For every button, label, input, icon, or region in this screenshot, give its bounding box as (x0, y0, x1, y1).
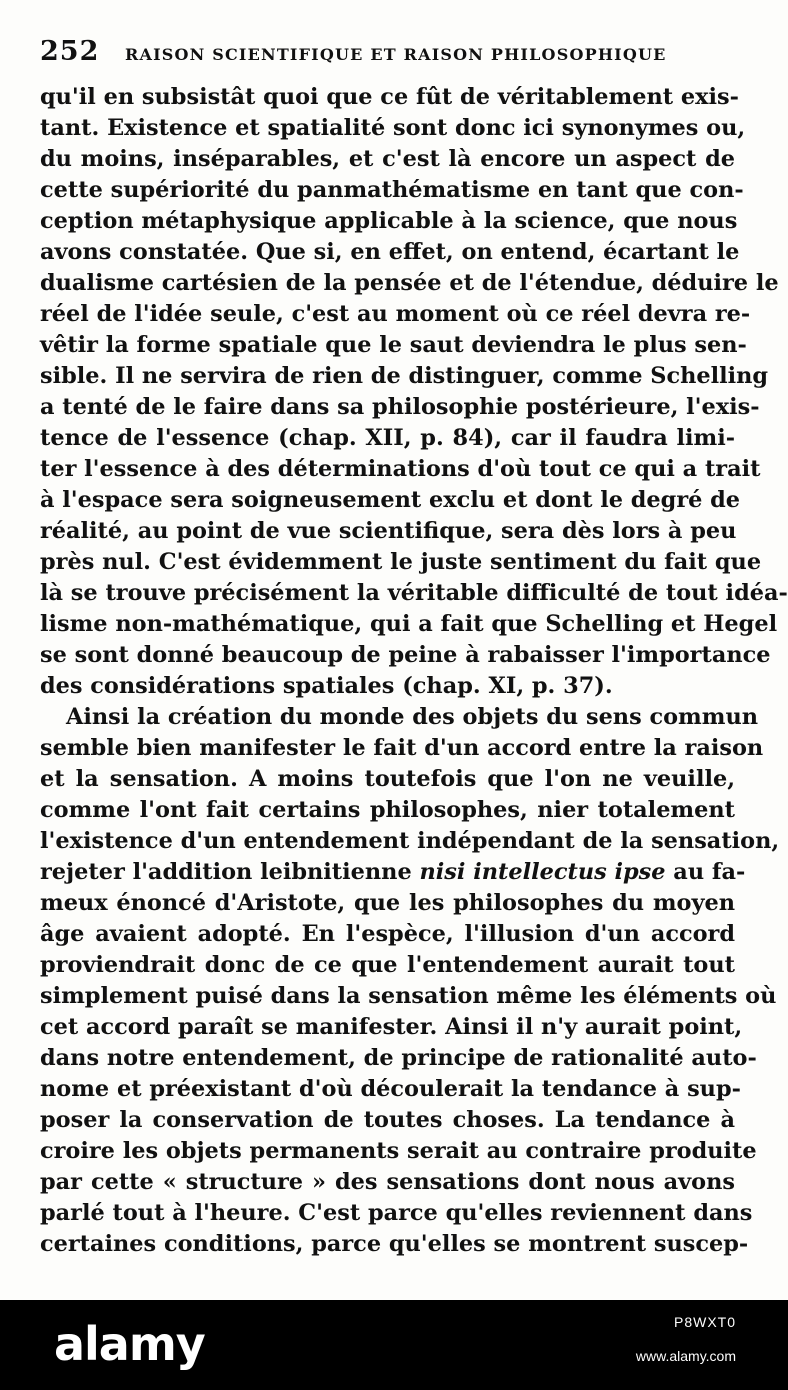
text-line: par cette « structure » des sensations dont nous avons (40, 1169, 735, 1195)
text-line: croire les objets permanents serait au contraire produite (40, 1138, 757, 1164)
text-line: des considérations spatiales (chap. XI, p. 37). (40, 673, 613, 699)
page-number: 252 (40, 36, 100, 67)
watermark-banner (0, 1300, 788, 1390)
text-run: rejeter l'addition leibnitienne (40, 859, 420, 885)
text-run: au fa- (665, 859, 746, 885)
text-line: lisme non-mathématique, qui a fait que Schelling et Hegel (40, 611, 778, 637)
paragraph-2 (40, 702, 780, 1260)
text-line: ter l'essence à des déterminations d'où tout ce qui a trait (40, 456, 761, 482)
site-url: www.alamy.com (635, 1348, 736, 1364)
text-line: réel de l'idée seule, c'est au moment où ce réel devra re- (40, 301, 751, 327)
alamy-logo: alamy (54, 1317, 205, 1371)
text-line: se sont donné beaucoup de peine à rabaisser l'importance (40, 642, 771, 668)
text-line: meux énoncé d'Aristote, que les philosophes du moyen (40, 890, 735, 916)
text-line: vêtir la forme spatiale que le saut deviendra le plus sen- (40, 332, 747, 358)
paragraph-1 (40, 82, 788, 702)
text-line: du moins, inséparables, et c'est là encore un aspect de (40, 146, 735, 172)
text-line: cet accord paraît se manifester. Ainsi il n'y aurait point, (40, 1014, 743, 1040)
text-line: simplement puisé dans la sensation même les éléments où (40, 983, 777, 1009)
body-text (40, 82, 788, 1260)
text-line: avons constatée. Que si, en effet, on entend, écartant le (40, 239, 740, 265)
text-line: dualisme cartésien de la pensée et de l'étendue, déduire le (40, 270, 779, 296)
text-line: réalité, au point de vue scientifique, sera dès lors à peu (40, 518, 737, 544)
text-line: a tenté de le faire dans sa philosophie postérieure, l'exis- (40, 394, 760, 420)
text-line: cette supériorité du panmathématisme en tant que con- (40, 177, 744, 203)
text-line (40, 857, 746, 888)
text-line: près nul. C'est évidemment le juste sentiment du fait que (40, 549, 762, 575)
text-line: à l'espace sera soigneusement exclu et dont le degré de (40, 487, 741, 513)
text-line: semble bien manifester le fait d'un accord entre la raison (40, 735, 764, 761)
text-line: qu'il en subsistât quoi que ce fût de véritablement exis- (40, 84, 739, 110)
page-header (40, 36, 745, 67)
text-line: nome et préexistant d'où découlerait la tendance à sup- (40, 1076, 741, 1102)
text-line: sible. Il ne servira de rien de distinguer, comme Schelling (40, 363, 769, 389)
text-line: certaines conditions, parce qu'elles se montrent suscep- (40, 1231, 749, 1257)
text-line: tant. Existence et spatialité sont donc ici synonymes ou, (40, 115, 746, 141)
text-line: âge avaient adopté. En l'espèce, l'illusion d'un accord (40, 921, 735, 947)
image-id: P8WXT0 (673, 1314, 736, 1330)
text-line: l'existence d'un entendement indépendant de la sensation, (40, 828, 780, 854)
latin-quote: nisi intellectus ipse (419, 859, 666, 885)
text-line: là se trouve précisément la véritable difficulté de tout idéa- (40, 580, 788, 606)
text-line: comme l'ont fait certains philosophes, nier totalement (40, 797, 735, 823)
text-line: tence de l'essence (chap. XII, p. 84), car il faudra limi- (40, 425, 735, 451)
running-title: RAISON SCIENTIFIQUE ET RAISON PHILOSOPHIQUE (124, 45, 667, 64)
text-line: dans notre entendement, de principe de rationalité auto- (40, 1045, 757, 1071)
text-line: proviendrait donc de ce que l'entendement aurait tout (40, 952, 735, 978)
text-line: Ainsi la création du monde des objets du sens commun (66, 704, 758, 730)
text-line: et la sensation. A moins toutefois que l'on ne veuille, (40, 766, 735, 792)
text-line: ception métaphysique applicable à la science, que nous (40, 208, 738, 234)
text-line: parlé tout à l'heure. C'est parce qu'elles reviennent dans (40, 1200, 753, 1226)
text-line: poser la conservation de toutes choses. La tendance à (40, 1107, 735, 1133)
